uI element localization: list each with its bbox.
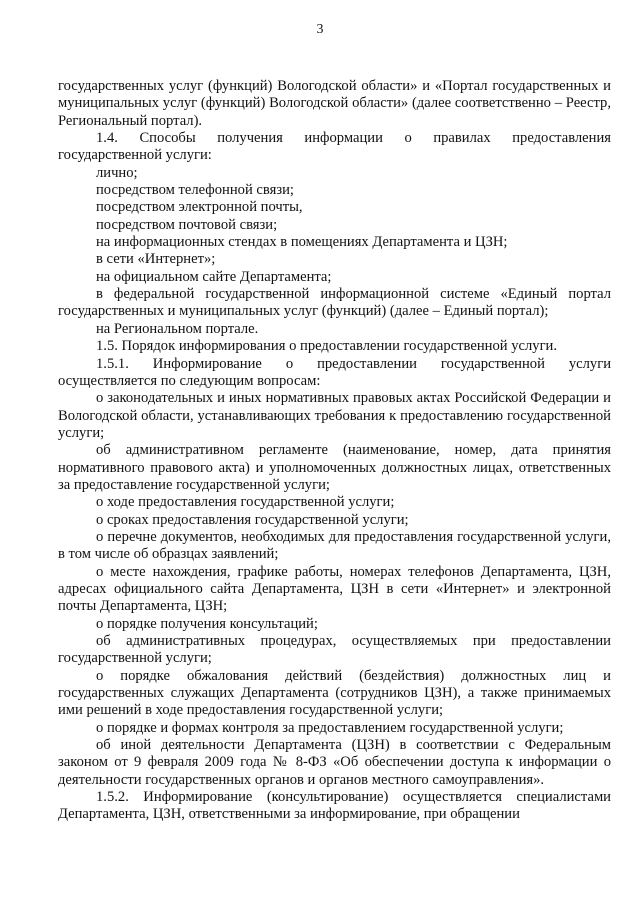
list-item: о порядке обжалования действий (бездействия) должностных лиц и государственных служащих Департамента (сотрудников ЦЗН), а также принимаемых ими решений в ходе предоставления государственной услуги;: [58, 667, 611, 719]
list-item: лично;: [96, 164, 138, 181]
list-item: об административном регламенте (наименование, номер, дата принятия нормативного правового акта) и уполномоченных должностных лицах, ответственных за предоставление государственной услуги;: [58, 442, 611, 493]
list-item: посредством почтовой связи;: [96, 216, 278, 233]
list-item: в федеральной государственной информационной системе «Единый портал государственных и муниципальных услуг (функций) (далее – Единый портал);: [58, 286, 611, 320]
list-item: о месте нахождения, графике работы, номерах телефонов Департамента, ЦЗН, адресах официального сайта Департамента, ЦЗН в сети «Интернет» и электронной почты Департамента, ЦЗН;: [58, 563, 611, 615]
document-body: [58, 78, 611, 824]
list-item: в сети «Интернет»;: [96, 251, 216, 268]
list-item: о сроках предоставления государственной услуги;: [96, 511, 409, 528]
paragraph-section-1-4: 1.4. Способы получения информации о правилах предоставления государственной услуги:: [58, 130, 611, 164]
list-item: посредством электронной почты,: [96, 199, 303, 216]
page-number: 3: [316, 22, 324, 37]
paragraph-section-1-5-2: 1.5.2. Информирование (консультирование) осуществляется специалистами Департамента, ЦЗН, ответственными за информирование, при обращении: [58, 789, 611, 823]
paragraph-continuation: государственных услуг (функций) Вологодской области» и «Портал государственных и муниципальных услуг (функций) Вологодской области» (далее соответственно – Реестр, Региональный портал).: [58, 78, 611, 129]
paragraph-section-1-5: 1.5. Порядок информирования о предоставлении государственной услуги.: [96, 338, 558, 355]
list-item: посредством телефонной связи;: [96, 182, 294, 199]
list-item: о перечне документов, необходимых для предоставления государственной услуги, в том числе об образцах заявлений;: [58, 528, 611, 563]
list-item: о порядке получения консультаций;: [96, 615, 318, 632]
list-item: на Региональном портале.: [96, 320, 259, 337]
list-item: на официальном сайте Департамента;: [96, 268, 332, 285]
list-item: о законодательных и иных нормативных правовых актах Российской Федерации и Вологодской области, устанавливающих требования к предоставлению государственной услуги;: [58, 390, 611, 441]
list-item: о порядке и формах контроля за предоставлением государственной услуги;: [96, 719, 564, 736]
list-item: об иной деятельности Департамента (ЦЗН) в соответствии с Федеральным законом от 9 февраля 2009 года № 8-ФЗ «Об обеспечении доступа к информации о деятельности государственных органов и органов местного самоуправления».: [58, 737, 611, 788]
paragraph-section-1-5-1: 1.5.1. Информирование о предоставлении государственной услуги осуществляется по следующим вопросам:: [58, 355, 611, 389]
list-item: об административных процедурах, осуществляемых при предоставлении государственной услуги;: [58, 633, 611, 667]
list-item: о ходе предоставления государственной услуги;: [96, 494, 395, 511]
list-item: на информационных стендах в помещениях Департамента и ЦЗН;: [96, 234, 508, 251]
